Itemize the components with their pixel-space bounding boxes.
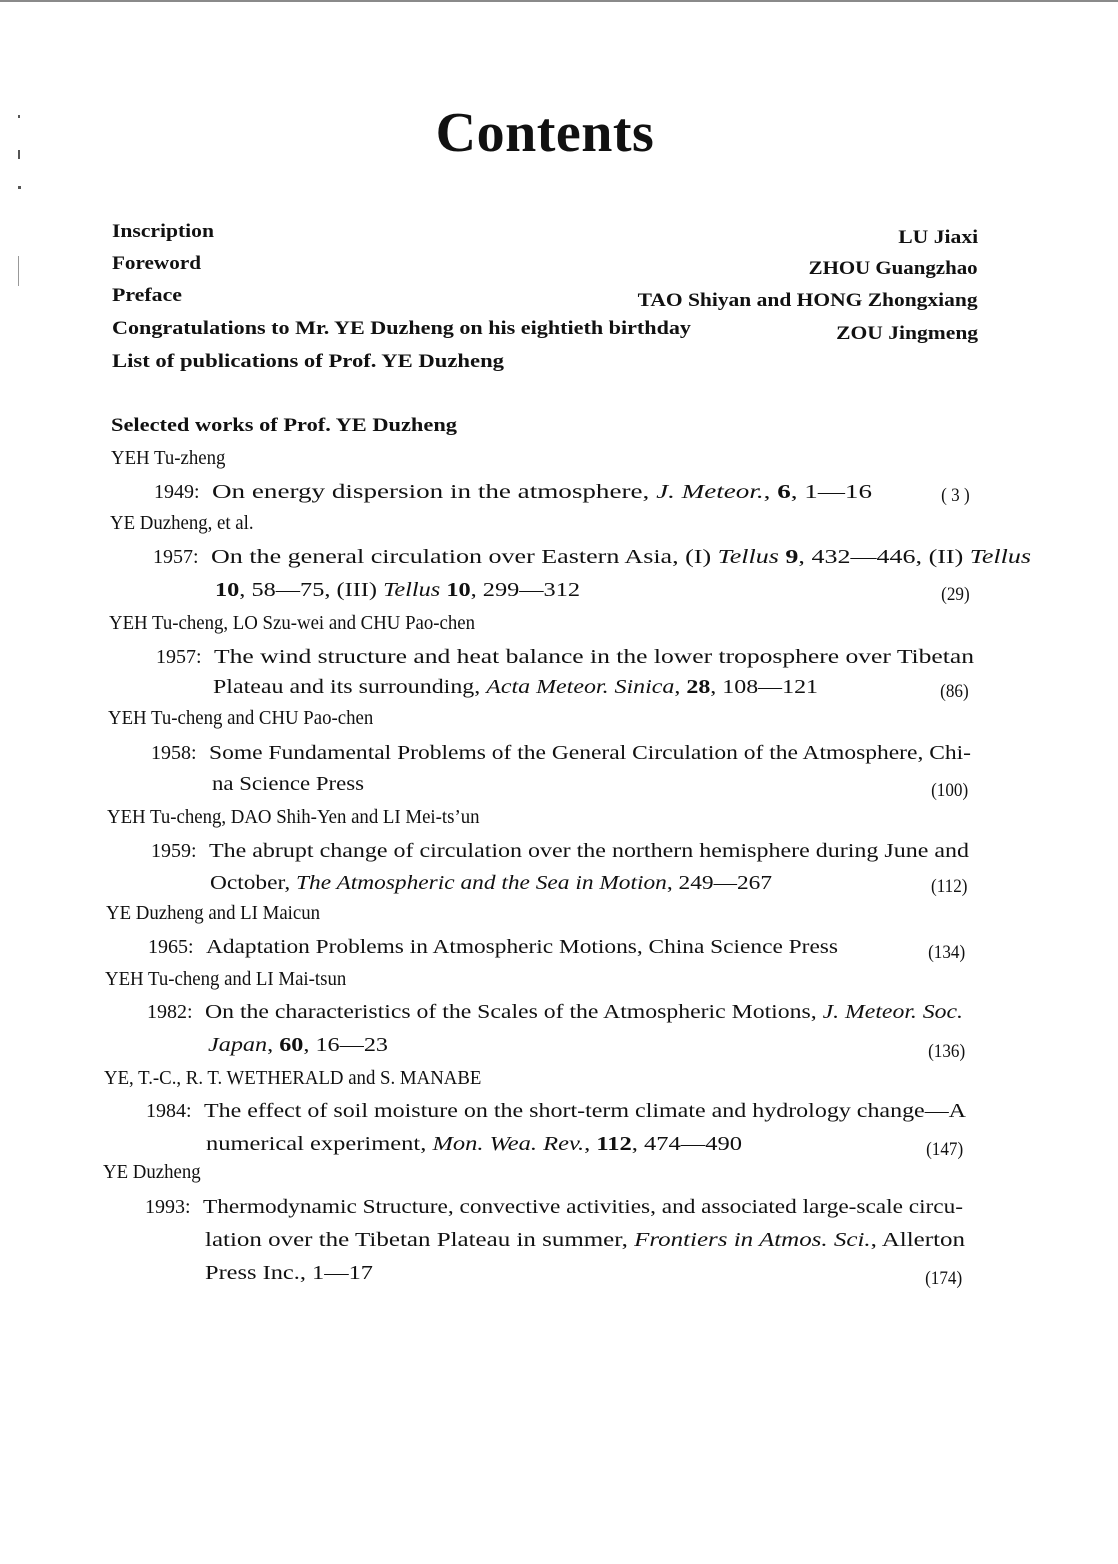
- text-segment: The abrupt change of circulation over the northern hemisphere during June and: [209, 840, 969, 862]
- page-number: ( 3 ): [941, 485, 970, 506]
- entry-text: [206, 935, 838, 959]
- journal-name: Tellus: [969, 546, 1031, 568]
- entry-text: [210, 871, 772, 895]
- page-top-edge: [0, 0, 1118, 2]
- text-segment: On the general circulation over Eastern Asia, (I): [211, 546, 718, 568]
- page-number: (174): [924, 1268, 962, 1289]
- entry-authors: YE Duzheng and LI Maicun: [106, 902, 321, 924]
- front-matter-author: TAO Shiyan and HONG Zhongxiang: [638, 290, 978, 311]
- text-segment: , 474—490: [631, 1133, 742, 1155]
- entry-title-line[interactable]: [214, 645, 974, 669]
- text-segment: lation over the Tibetan Plateau in summer,: [205, 1229, 635, 1251]
- journal-name: The Atmospheric and the Sea in Motion: [296, 872, 667, 894]
- entry-title-line[interactable]: [209, 741, 971, 765]
- page-number: (136): [927, 1041, 965, 1062]
- text-segment: , 108—121: [710, 676, 818, 698]
- text-segment: On energy dispersion in the atmosphere,: [212, 481, 657, 503]
- entry-year: 1965:: [148, 936, 194, 958]
- entry-year: 1949:: [154, 481, 200, 503]
- volume-number: 60: [279, 1034, 304, 1056]
- entry-year: 1958:: [151, 742, 197, 764]
- volume-number: 6: [777, 481, 791, 503]
- entry-title-line[interactable]: [203, 1195, 963, 1219]
- entry-text: [204, 1099, 966, 1123]
- text-segment: , Allerton: [870, 1229, 965, 1251]
- entry-text: [209, 839, 969, 863]
- entry-authors: YEH Tu-cheng, LO Szu-wei and CHU Pao-chen: [109, 612, 476, 634]
- entry-title-line[interactable]: [206, 1132, 742, 1156]
- volume-number: 28: [686, 676, 711, 698]
- front-matter-label[interactable]: Foreword: [112, 253, 201, 274]
- page-number: (86): [940, 681, 969, 702]
- page-title: Contents: [435, 102, 655, 164]
- text-segment: , 16—23: [303, 1034, 388, 1056]
- entry-year: 1957:: [156, 646, 202, 668]
- journal-name: Japan: [208, 1034, 268, 1056]
- page-number: (100): [930, 780, 968, 801]
- volume-number: 9: [785, 546, 799, 568]
- volume-number: 10: [215, 579, 240, 601]
- entry-authors: YE, T.-C., R. T. WETHERALD and S. MANABE: [104, 1067, 482, 1089]
- volume-number: 112: [596, 1133, 632, 1155]
- front-matter-label[interactable]: Congratulations to Mr. YE Duzheng on his eightieth birthday: [112, 318, 691, 339]
- front-matter-label[interactable]: Preface: [112, 285, 182, 306]
- text-segment: numerical experiment,: [206, 1133, 433, 1155]
- page-number: (147): [925, 1139, 963, 1160]
- entry-text: [209, 741, 971, 765]
- entry-authors: YEH Tu-cheng and LI Mai-tsun: [105, 968, 347, 990]
- text-segment: , 1—16: [790, 481, 872, 503]
- entry-text: [215, 578, 580, 602]
- page-number: (29): [941, 584, 970, 605]
- entry-text: [213, 675, 818, 699]
- text-segment: Press Inc., 1—17: [205, 1262, 373, 1284]
- entry-year: 1959:: [151, 840, 197, 862]
- text-segment: na Science Press: [212, 773, 364, 795]
- text-segment: ,: [763, 481, 778, 503]
- journal-name: Mon. Wea. Rev.: [432, 1133, 585, 1155]
- text-segment: The effect of soil moisture on the short-term climate and hydrology change—A: [204, 1100, 966, 1122]
- text-segment: ,: [267, 1034, 280, 1056]
- entry-text: [208, 1033, 388, 1057]
- entry-text: [205, 1261, 373, 1285]
- entry-text: [214, 645, 974, 669]
- journal-name: Acta Meteor. Sinica: [486, 676, 675, 698]
- text-segment: , 432—446, (II): [798, 546, 970, 568]
- volume-number: 10: [446, 579, 471, 601]
- entry-title-line[interactable]: [205, 1000, 963, 1024]
- entry-text: [203, 1195, 963, 1219]
- entry-title-line[interactable]: [210, 871, 772, 895]
- text-segment: ,: [674, 676, 687, 698]
- entry-text: [205, 1000, 963, 1024]
- text-segment: Plateau and its surrounding,: [213, 676, 487, 698]
- entry-authors: YEH Tu-cheng, DAO Shih-Yen and LI Mei-ts’un: [107, 806, 480, 828]
- journal-name: J. Meteor. Soc.: [822, 1001, 963, 1023]
- front-matter-author: ZOU Jingmeng: [836, 323, 978, 344]
- front-matter-label[interactable]: Inscription: [112, 221, 214, 242]
- journal-name: Tellus: [717, 546, 779, 568]
- entry-text: [206, 1132, 742, 1156]
- entry-title-line[interactable]: [211, 545, 1031, 569]
- text-segment: On the characteristics of the Scales of the Atmospheric Motions,: [205, 1001, 823, 1023]
- entry-title-line[interactable]: [212, 480, 872, 504]
- entry-title-line[interactable]: [213, 675, 818, 699]
- entry-year: 1982:: [147, 1001, 193, 1023]
- front-matter-label[interactable]: List of publications of Prof. YE Duzheng: [112, 351, 504, 372]
- entry-authors: YEH Tu-cheng and CHU Pao-chen: [108, 707, 374, 729]
- text-segment: The wind structure and heat balance in the lower troposphere over Tibetan: [214, 646, 974, 668]
- entry-text: [205, 1228, 965, 1252]
- entry-text: [212, 480, 872, 504]
- entry-title-line[interactable]: [204, 1099, 966, 1123]
- entry-authors: YE Duzheng: [103, 1161, 201, 1183]
- entry-title-line[interactable]: [205, 1228, 965, 1252]
- entry-title-line[interactable]: [206, 935, 838, 959]
- text-segment: Thermodynamic Structure, convective activities, and associated large-scale circu-: [203, 1196, 963, 1218]
- text-segment: Some Fundamental Problems of the General Circulation of the Atmosphere, Chi-: [209, 742, 971, 764]
- text-segment: October,: [210, 872, 297, 894]
- entry-text: [212, 772, 364, 796]
- entry-year: 1957:: [153, 546, 199, 568]
- entry-year: 1993:: [145, 1196, 191, 1218]
- scan-speck: [18, 186, 21, 189]
- section-heading: Selected works of Prof. YE Duzheng: [111, 415, 457, 436]
- entry-title-line[interactable]: [205, 1261, 373, 1285]
- text-segment: , 58—75, (III): [239, 579, 384, 601]
- entry-title-line[interactable]: [212, 772, 364, 796]
- entry-title-line[interactable]: [215, 578, 580, 602]
- page-number: (134): [927, 942, 965, 963]
- text-segment: Adaptation Problems in Atmospheric Motions, China Science Press: [206, 936, 838, 958]
- entry-title-line[interactable]: [209, 839, 969, 863]
- journal-name: Tellus: [383, 579, 441, 601]
- entry-text: [211, 545, 1031, 569]
- text-segment: , 299—312: [470, 579, 580, 601]
- journal-name: Frontiers in Atmos. Sci.: [634, 1229, 871, 1251]
- entry-title-line[interactable]: [208, 1033, 388, 1057]
- front-matter-author: ZHOU Guangzhao: [809, 258, 978, 279]
- entry-authors: YE Duzheng, et al.: [110, 512, 254, 534]
- entry-authors: YEH Tu-zheng: [111, 447, 226, 469]
- journal-name: J. Meteor.: [656, 481, 764, 503]
- text-segment: , 249—267: [666, 872, 772, 894]
- entry-year: 1984:: [146, 1100, 192, 1122]
- text-segment: ,: [584, 1133, 597, 1155]
- page-number: (112): [930, 876, 967, 897]
- front-matter-author: LU Jiaxi: [898, 227, 978, 248]
- scan-speck: [18, 256, 19, 286]
